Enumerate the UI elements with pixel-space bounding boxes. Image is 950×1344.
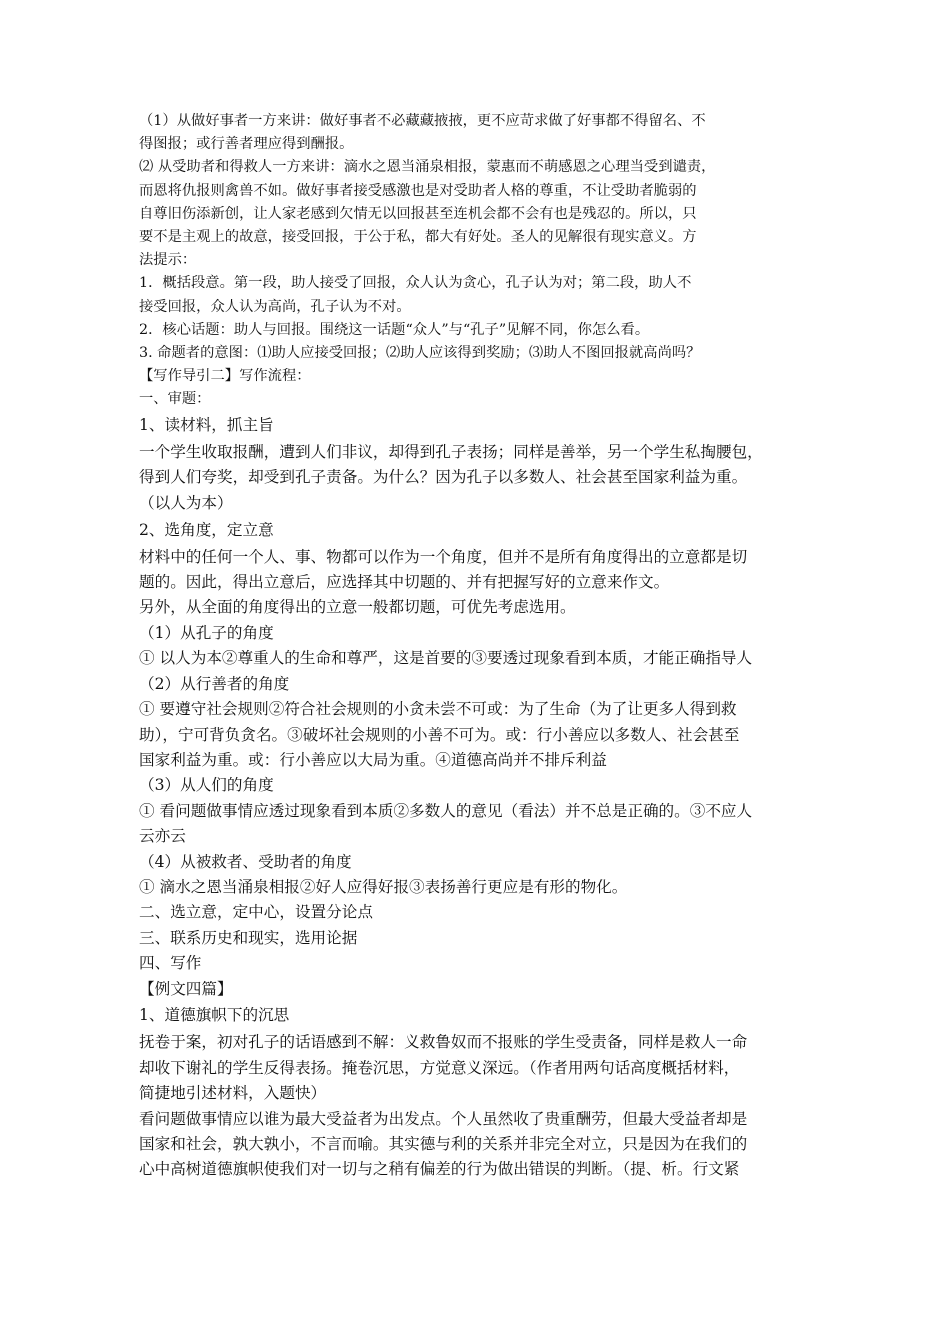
text-line: 简捷地引述材料，入题快） bbox=[139, 1084, 327, 1103]
text-line: 抚卷于案，初对孔子的话语感到不解：义救鲁奴而不报账的学生受责备，同样是救人一命 bbox=[139, 1033, 748, 1052]
list-heading: （3）从人们的角度 bbox=[139, 776, 274, 795]
list-heading: （1）从孔子的角度 bbox=[139, 623, 274, 642]
text-line: （1）从做好事者一方来讲：做好事者不必藏藏掖掖，更不应苛求做了好事都不得留名、不 bbox=[139, 113, 706, 129]
text-line: 却收下谢礼的学生反得表扬。掩卷沉思，方觉意义深远。（作者用两句话高度概括材料， bbox=[139, 1058, 740, 1077]
section-heading: 三、联系历史和现实，选用论据 bbox=[139, 928, 358, 947]
text-line: 材料中的任何一个人、事、物都可以作为一个角度，但并不是所有角度得出的立意都是切 bbox=[139, 547, 748, 566]
text-line: 自尊旧伤添新创，让人家老感到欠情无以回报甚至连机会都不会有也是残忍的。所以，只 bbox=[139, 205, 697, 222]
text-line: （以人为本） bbox=[139, 493, 233, 512]
document-page bbox=[139, 110, 829, 1183]
text-line: 法提示： bbox=[139, 252, 197, 269]
list-item: 云亦云 bbox=[139, 827, 186, 846]
text-line: 而恩将仇报则禽兽不如。做好事者接受感激也是对受助者人格的尊重，不让受助者脆弱的 bbox=[139, 182, 697, 199]
text-line: 国家和社会，孰大孰小，不言而喻。其实德与利的关系并非完全对立，只是因为在我们的 bbox=[139, 1135, 748, 1154]
text-line: 要不是主观上的故意，接受回报，于公于私，都大有好处。圣人的见解很有现实意义。方 bbox=[139, 229, 697, 246]
section-heading: 二、选立意，定中心，设置分论点 bbox=[139, 903, 373, 922]
list-heading: （2）从行善者的角度 bbox=[139, 674, 290, 693]
section-heading: 【例文四篇】 bbox=[139, 979, 233, 998]
text-line: 接受回报，众人认为高尚，孔子认为不对。 bbox=[139, 298, 411, 315]
text-line: 题的。因此，得出立意后，应选择其中切题的、并有把握写好的立意来作文。 bbox=[139, 573, 670, 592]
list-item: ① 以人为本②尊重人的生命和尊严，这是首要的③要透过现象看到本质，才能正确指导人 bbox=[139, 649, 753, 668]
text-line: 3. 命题者的意图：⑴助人应接受回报；⑵助人应该得到奖励；⑶助人不图回报就高尚吗？ bbox=[139, 345, 701, 362]
list-heading: （4）从被救者、受助者的角度 bbox=[139, 852, 352, 871]
text-line: 心中高树道德旗帜使我们对一切与之稍有偏差的行为做出错误的判断。（提、析。行文紧 bbox=[139, 1160, 740, 1179]
list-item: ① 看问题做事情应透过现象看到本质②多数人的意见（看法）并不总是正确的。③不应人 bbox=[139, 801, 753, 820]
list-item: 助），宁可背负贪名。③破坏社会规则的小善不可为。或：行小善应以多数人、社会甚至 bbox=[139, 725, 740, 744]
list-item: ① 要遵守社会规则②符合社会规则的小贪未尝不可或：为了生命（为了让更多人得到救 bbox=[139, 700, 737, 719]
text-line: 一个学生收取报酬，遭到人们非议，却得到孔子表扬；同样是善举，另一个学生私掏腰包， bbox=[139, 443, 763, 462]
text-line: 另外，从全面的角度得出的立意一般都切题，可优先考虑选用。 bbox=[139, 598, 576, 617]
section-heading: 四、写作 bbox=[139, 954, 202, 973]
text-line: 1．概括段意。第一段，助人接受了回报，众人认为贪心，孔子认为对；第二段，助人不 bbox=[139, 275, 692, 292]
text-line: 看问题做事情应以谁为最大受益者为出发点。个人虽然收了贵重酬劳，但最大受益者却是 bbox=[139, 1109, 748, 1128]
section-heading: 【写作导引二】写作流程： bbox=[139, 368, 311, 385]
essay-title: 1、道德旗帜下的沉思 bbox=[139, 1006, 290, 1025]
list-item: 国家利益为重。或：行小善应以大局为重。④道德高尚并不排斥利益 bbox=[139, 750, 607, 769]
subsection-heading: 1、读材料，抓主旨 bbox=[139, 416, 274, 435]
text-line: ⑵ 从受助者和得救人一方来讲：滴水之恩当涌泉相报，蒙惠而不萌感恩之心理当受到谴责， bbox=[139, 159, 716, 176]
list-item: ① 滴水之恩当涌泉相报②好人应得好报③表扬善行更应是有形的物化。 bbox=[139, 877, 628, 896]
text-line: 得图报；或行善者理应得到酬报。 bbox=[139, 136, 354, 153]
text-line: 2．核心话题：助人与回报。围绕这一话题“众人”与“孔子”见解不同，你怎么看。 bbox=[139, 321, 650, 338]
section-heading: 一、审题： bbox=[139, 391, 211, 408]
text-line: 得到人们夸奖，却受到孔子责备。为什么？因为孔子以多数人、社会甚至国家利益为重。 bbox=[139, 468, 748, 487]
subsection-heading: 2、选角度，定立意 bbox=[139, 520, 274, 539]
